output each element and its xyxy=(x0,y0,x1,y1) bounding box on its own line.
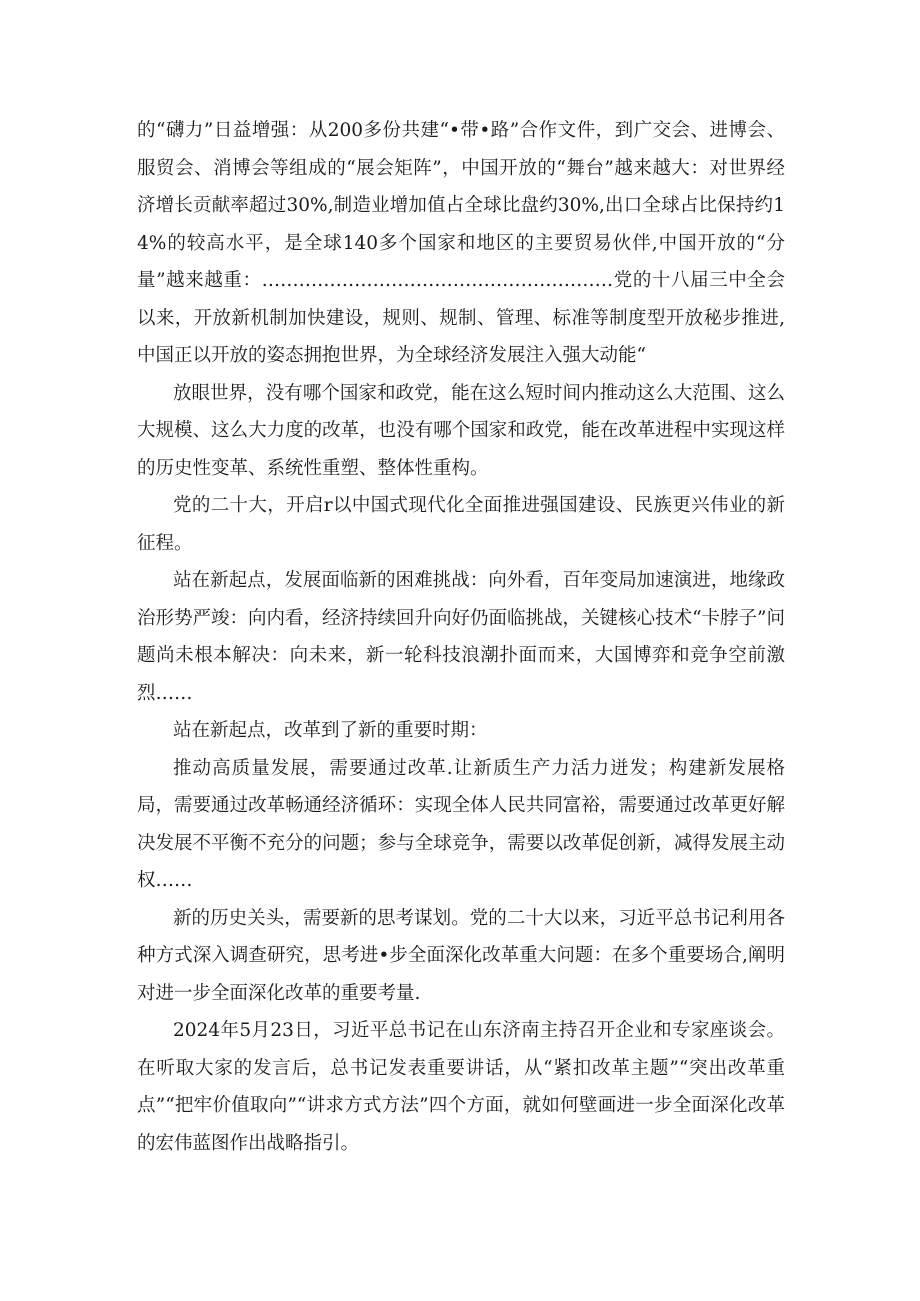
paragraph-1: 的“礴力”日益增强：从200多份共建“•带•路”合作文件，到广交会、进博会、服贸会、消博会等组成的“展会矩阵”，中国开放的“舞台”越来越大：对世界经济增长贡献率超过30%,制造业增加值占全球比盘约30%,出口全球占比保持约14%的较高水平，是全球140多个国家和地区的主要贸易伙伴,中国开放的“分量”越来越重：…………………………………………………党的十八届三中全会以来，开放新机制加快建设，规则、规制、管理、标准等制度型开放秘步推进,中国正以开放的姿态拥抱世界，为全球经济发展注入强大动能“ xyxy=(137,120,785,366)
paragraph-7: 新的历史关头，需要新的思考谋划。党的二十大以来，习近平总书记利用各种方式深入调查研究，思考进•步全面深化改革重大问题：在多个重要场合,阐明对进一步全面深化改革的重要考量. xyxy=(137,907,785,1004)
paragraph-2: 放眼世界，没有哪个国家和政党，能在这么短时间内推动这么大范围、这么大规模、这么大力度的改革，也没有哪个国家和政党，能在改革进程中实现这样的历史性变革、系统性重塑、整体性重构。 xyxy=(137,382,785,479)
paragraph-5: 站在新起点，改革到了新的重要时期： xyxy=(173,720,488,741)
paragraph-6: 推动高质量发展，需要通过改革.让新质生产力活力迸发；构建新发展格局，需要通过改革畅通经济循环：实现全体人民共同富裕，需要通过改革更好解决发展不平衡不充分的问题；参与全球竞争，需要以改革促创新，减得发展主动权…… xyxy=(137,757,785,891)
paragraph-8: 2024年5月23日，习近平总书记在山东济南主持召开企业和专家座谈会。在听取大家的发言后，总书记发表重要讲话，从“紧扣改革主题”“突出改革重点”“把牢价值取向”“讲求方式方法”四个方面，就如何壁画进一步全面深化改革的宏伟蓝图作出战略指引。 xyxy=(137,1020,785,1154)
document-body xyxy=(137,112,785,1162)
paragraph-4: 站在新起点，发展面临新的困难挑战：向外看，百年变局加速演进，地缘政治形势严竣：向内看，经济持续回升向好仍面临挑战，关键核心技术“卡脖子”问题尚未根本解决：向未来，新一轮科技浪潮扑面而来，大国博弈和竞争空前激烈…… xyxy=(137,570,785,704)
paragraph-3: 党的二十大，开启r以中国式现代化全面推进强国建设、民族更兴伟业的新征程。 xyxy=(137,495,785,554)
